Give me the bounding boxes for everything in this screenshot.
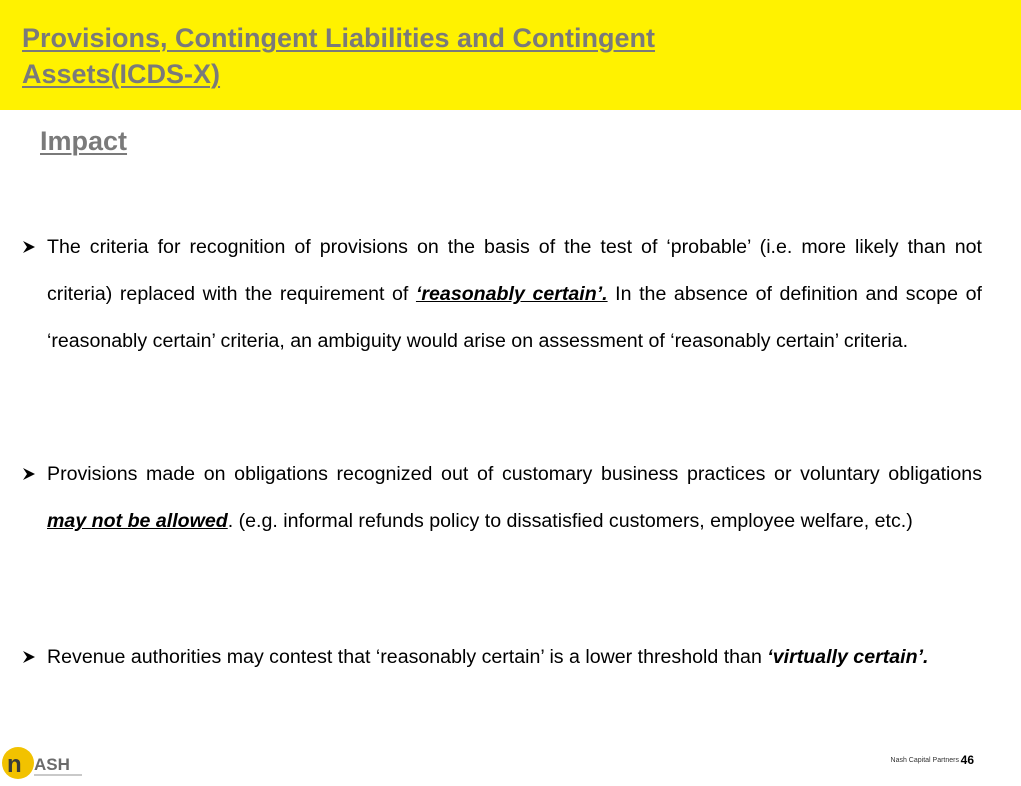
page-number: 46 (960, 753, 974, 767)
slide-title-line-1: Provisions, Contingent Liabilities and Contingent (22, 23, 656, 53)
emphasis-reasonably-certain: ‘reasonably certain’. (415, 283, 608, 305)
bullet-text (47, 451, 982, 545)
arrow-bullet-icon (22, 634, 44, 664)
bullet-text-part: In the absence of definition and scope of ‘reasonably certain’ criteria, an ambiguity would arise on assessment of ‘reasonably certain’ criteria. (47, 283, 982, 352)
svg-text:n: n (7, 751, 22, 778)
arrow-bullet-icon (22, 451, 44, 481)
emphasis-may-not-be-allowed: may not be allowed (47, 510, 228, 532)
arrow-bullet-icon (22, 224, 44, 254)
section-heading: Impact (40, 126, 128, 156)
svg-text:ASH: ASH (34, 755, 70, 774)
nash-logo (0, 742, 90, 781)
bullet-text (47, 634, 982, 681)
slide-title (22, 20, 1002, 92)
title-banner (0, 0, 1021, 110)
emphasis-virtually-certain: ‘virtually certain’. (767, 646, 929, 668)
slide-title-line-2: Assets(ICDS-X) (22, 59, 221, 89)
bullet-text (47, 224, 982, 365)
bullet-item (22, 634, 982, 681)
bullet-text-part: The criteria for recognition of provisions on the basis of the test of ‘probable’ (i.e. more likely than not criteria) replaced with the requirement of (47, 236, 982, 305)
bullet-text-part: Revenue authorities may contest that ‘reasonably certain’ is a lower threshold than (47, 646, 768, 668)
bullet-item (22, 224, 982, 365)
footer-company: Nash Capital Partners (890, 757, 959, 764)
bullet-item (22, 451, 982, 545)
bullet-text-part: . (e.g. informal refunds policy to dissatisfied customers, employee welfare, etc.) (227, 510, 913, 532)
bullet-text-part: Provisions made on obligations recognized out of customary business practices or voluntary obligations (47, 463, 982, 485)
